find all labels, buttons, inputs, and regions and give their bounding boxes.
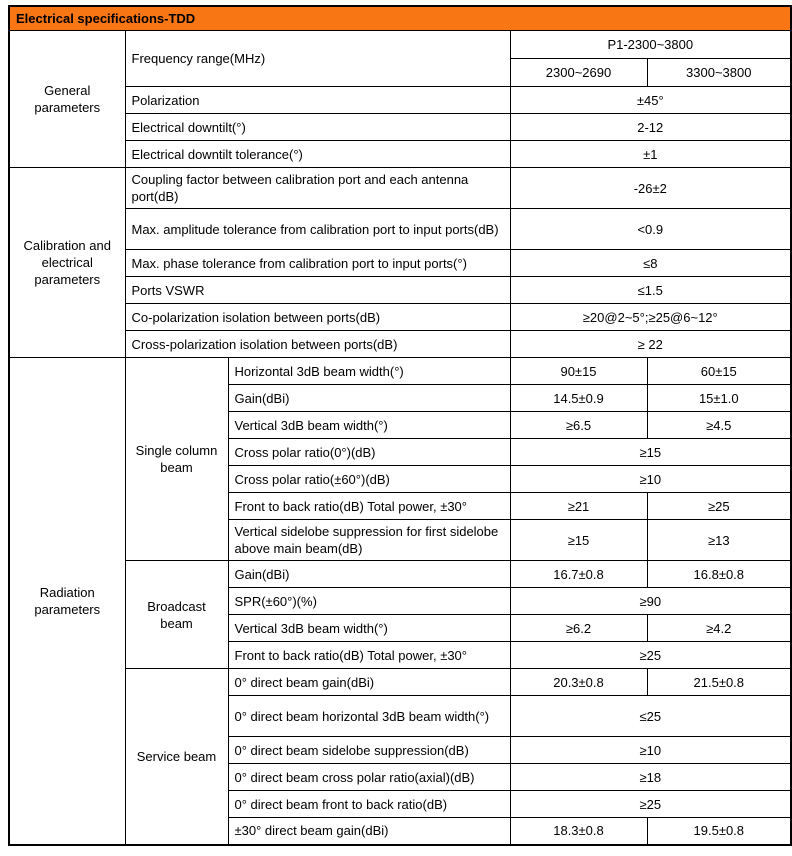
- param-cell: Electrical downtilt tolerance(°): [125, 141, 510, 168]
- table-row: [9, 87, 791, 114]
- param-cell: Polarization: [125, 87, 510, 114]
- value-cell: 20.3±0.8: [510, 669, 647, 696]
- value-cell: ≥10: [510, 737, 791, 764]
- value-cell: ≥15: [510, 439, 791, 466]
- value-cell-band2: 3300~3800: [647, 59, 791, 87]
- param-cell: Cross-polarization isolation between ports(dB): [125, 331, 510, 358]
- table-row: [9, 209, 791, 250]
- param-cell-frequency-range: Frequency range(MHz): [125, 31, 510, 87]
- value-cell: 2-12: [510, 114, 791, 141]
- param-cell: Vertical 3dB beam width(°): [228, 615, 510, 642]
- value-cell: ±45°: [510, 87, 791, 114]
- electrical-spec-table: [8, 5, 792, 846]
- value-cell: ≥25: [647, 493, 791, 520]
- param-cell: Gain(dBi): [228, 385, 510, 412]
- value-cell: 16.8±0.8: [647, 561, 791, 588]
- table-row: [9, 331, 791, 358]
- value-cell: -26±2: [510, 168, 791, 209]
- param-cell: 0° direct beam cross polar ratio(axial)(dB): [228, 764, 510, 791]
- value-cell: ≥4.5: [647, 412, 791, 439]
- value-cell: 15±1.0: [647, 385, 791, 412]
- title-row: [9, 6, 791, 31]
- value-cell: ≥6.5: [510, 412, 647, 439]
- param-cell: Front to back ratio(dB) Total power, ±30°: [228, 493, 510, 520]
- value-cell: 16.7±0.8: [510, 561, 647, 588]
- group-cell-calibration: Calibration and electrical parameters: [9, 168, 125, 358]
- value-cell: ≤25: [510, 696, 791, 737]
- value-cell: <0.9: [510, 209, 791, 250]
- table-row: [9, 250, 791, 277]
- table-row: [9, 168, 791, 209]
- group-cell-general: General parameters: [9, 31, 125, 168]
- value-cell: ≤1.5: [510, 277, 791, 304]
- value-cell: ≥18: [510, 764, 791, 791]
- param-cell: Vertical 3dB beam width(°): [228, 412, 510, 439]
- param-cell: Horizontal 3dB beam width(°): [228, 358, 510, 385]
- value-cell: ≥13: [647, 520, 791, 561]
- page-title: Electrical specifications-TDD: [9, 6, 791, 31]
- table-row: [9, 31, 791, 59]
- param-cell: Ports VSWR: [125, 277, 510, 304]
- subgroup-cell-service-beam: Service beam: [125, 669, 228, 845]
- param-cell: 0° direct beam sidelobe suppression(dB): [228, 737, 510, 764]
- param-cell: Max. amplitude tolerance from calibration port to input ports(dB): [125, 209, 510, 250]
- param-cell: Vertical sidelobe suppression for first sidelobe above main beam(dB): [228, 520, 510, 561]
- table-row: [9, 669, 791, 696]
- table-row: [9, 277, 791, 304]
- subgroup-cell-broadcast-beam: Broadcast beam: [125, 561, 228, 669]
- param-cell: 0° direct beam gain(dBi): [228, 669, 510, 696]
- param-cell: Gain(dBi): [228, 561, 510, 588]
- table-row: [9, 561, 791, 588]
- value-cell: ≥4.2: [647, 615, 791, 642]
- value-cell: ≤8: [510, 250, 791, 277]
- table-row: [9, 304, 791, 331]
- subgroup-cell-single-column-beam: Single column beam: [125, 358, 228, 561]
- param-cell: Cross polar ratio(±60°)(dB): [228, 466, 510, 493]
- param-cell: Electrical downtilt(°): [125, 114, 510, 141]
- value-cell: 19.5±0.8: [647, 818, 791, 845]
- value-cell: 14.5±0.9: [510, 385, 647, 412]
- group-cell-radiation: Radiation parameters: [9, 358, 125, 845]
- param-cell: Cross polar ratio(0°)(dB): [228, 439, 510, 466]
- value-cell: 21.5±0.8: [647, 669, 791, 696]
- value-cell: 90±15: [510, 358, 647, 385]
- value-cell: ≥25: [510, 791, 791, 818]
- value-cell: ≥90: [510, 588, 791, 615]
- param-cell: Front to back ratio(dB) Total power, ±30°: [228, 642, 510, 669]
- param-cell: Max. phase tolerance from calibration port to input ports(°): [125, 250, 510, 277]
- value-cell: 18.3±0.8: [510, 818, 647, 845]
- value-cell: ≥21: [510, 493, 647, 520]
- param-cell: 0° direct beam horizontal 3dB beam width(°): [228, 696, 510, 737]
- value-cell: ≥20@2~5°;≥25@6~12°: [510, 304, 791, 331]
- value-cell: ≥15: [510, 520, 647, 561]
- table-row: [9, 141, 791, 168]
- param-cell: 0° direct beam front to back ratio(dB): [228, 791, 510, 818]
- value-cell: ±1: [510, 141, 791, 168]
- value-cell: ≥6.2: [510, 615, 647, 642]
- param-cell: SPR(±60°)(%): [228, 588, 510, 615]
- value-cell-band1: 2300~2690: [510, 59, 647, 87]
- table-row: [9, 114, 791, 141]
- param-cell: Coupling factor between calibration port and each antenna port(dB): [125, 168, 510, 209]
- param-cell: ±30° direct beam gain(dBi): [228, 818, 510, 845]
- table-row: [9, 358, 791, 385]
- value-cell: 60±15: [647, 358, 791, 385]
- value-cell: ≥10: [510, 466, 791, 493]
- value-cell: ≥ 22: [510, 331, 791, 358]
- param-cell: Co-polarization isolation between ports(dB): [125, 304, 510, 331]
- value-cell-band-group: P1-2300~3800: [510, 31, 791, 59]
- value-cell: ≥25: [510, 642, 791, 669]
